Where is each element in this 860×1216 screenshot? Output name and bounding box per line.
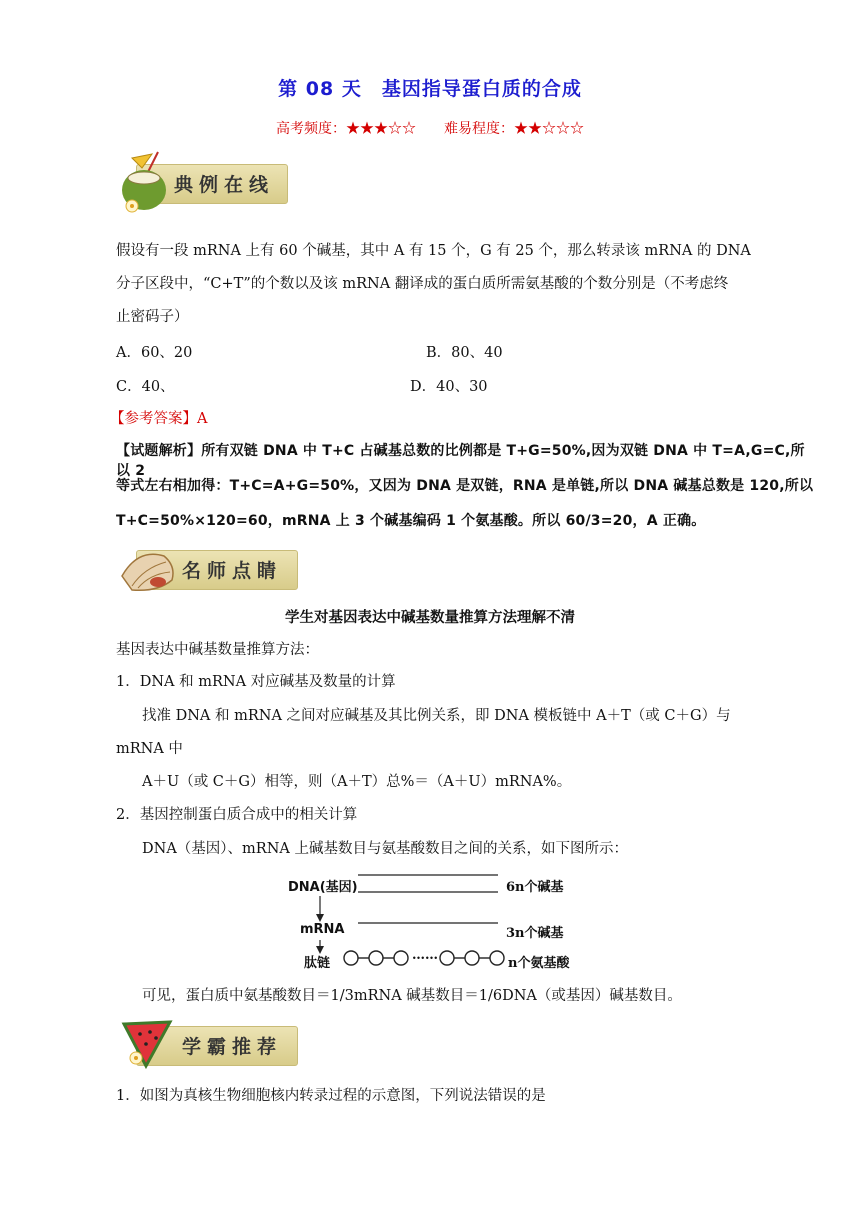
analysis-text-1: 所有双链 DNA 中 T+C 占碱基总数的比例都是 T+G=50%,因为双链 DNA 中 T=A,G=C,所以 2: [116, 443, 805, 479]
diagram-peptide-label: 肽链: [304, 956, 331, 971]
diagram-mrna-count: 3n个碱基: [506, 926, 564, 941]
analysis-line-2: 等式左右相加得：T+C=A+G=50%，又因为 DNA 是双链，RNA 是单链,所以 DNA 碱基总数是 120,所以: [116, 478, 814, 494]
question-line-2: 分子区段中，“C+T”的个数以及该 mRNA 翻译成的蛋白质所需氨基酸的个数分别是（不考虑终: [116, 276, 729, 292]
banner-label: 名师点睛: [182, 560, 283, 582]
diagram-dna-count: 6n个碱基: [506, 880, 564, 895]
analysis-line-1: [116, 440, 816, 480]
method-intro: 基因表达中碱基数量推算方法：: [116, 642, 319, 658]
answer-value: A: [197, 411, 208, 427]
method-point-2: 2．基因控制蛋白质合成中的相关计算: [116, 807, 358, 823]
page-title: 第 08 天 基因指导蛋白质的合成: [278, 78, 582, 100]
frequency-stars: ★★★☆☆: [346, 121, 416, 137]
banner-label: 学霸推荐: [182, 1036, 283, 1058]
question-line-1: 假设有一段 mRNA 上有 60 个碱基，其中 A 有 15 个，G 有 25 个，那么转录该 mRNA 的 DNA: [116, 243, 751, 259]
answer-label: 【参考答案】: [110, 411, 197, 427]
banner-label: 典例在线: [174, 174, 275, 196]
option-d: D．40、30: [410, 379, 488, 395]
question-line-3: 止密码子）: [116, 309, 189, 325]
method-point-1: 1．DNA 和 mRNA 对应碱基及数量的计算: [116, 674, 396, 690]
reference-answer: [110, 410, 207, 428]
diagram-ellipsis: ……: [412, 948, 438, 963]
option-b: B．80、40: [426, 345, 503, 361]
diagram-mrna-label: mRNA: [300, 922, 345, 937]
option-c: C．40、: [116, 379, 175, 395]
difficulty-label: 难易程度：: [444, 121, 514, 137]
coconut-drink-icon: [118, 150, 174, 216]
option-a: A．60、20: [116, 345, 193, 361]
watermelon-icon: [118, 1012, 176, 1072]
analysis-line-3: T+C=50%×120=60，mRNA 上 3 个碱基编码 1 个氨基酸。所以 60/3=20，A 正确。: [116, 513, 706, 529]
banner-teacher-tips: [118, 540, 308, 602]
diagram-dna-label: DNA(基因): [288, 880, 358, 895]
analysis-label: 【试题解析】: [116, 443, 202, 459]
method-point-1-formula: A＋U（或 C＋G）相等，则（A＋T）总%＝（A＋U）mRNA%。: [142, 774, 572, 790]
difficulty-stars: ★★☆☆☆: [514, 121, 584, 137]
frequency-difficulty-line: [0, 118, 860, 138]
diagram-amino-count: n个氨基酸: [508, 956, 570, 971]
banner-top-student-recommend: [118, 1012, 308, 1076]
base-ratio-diagram: [280, 868, 580, 978]
seashell-icon: [118, 546, 178, 596]
banner-example-online: [118, 150, 298, 222]
frequency-label: 高考频度：: [276, 121, 346, 137]
conclusion: 可见，蛋白质中氨基酸数目＝1/3mRNA 碱基数目＝1/6DNA（或基因）碱基数目。: [142, 988, 682, 1004]
method-point-1-text-cont: mRNA 中: [116, 741, 183, 757]
method-point-2-text: DNA（基因）、mRNA 上碱基数目与氨基酸数目之间的关系，如下图所示：: [142, 841, 628, 857]
method-point-1-text: 找准 DNA 和 mRNA 之间对应碱基及其比例关系，即 DNA 模板链中 A＋T（或 C＋G）与: [142, 708, 731, 724]
practice-question-1: 1．如图为真核生物细胞核内转录过程的示意图，下列说法错误的是: [116, 1088, 546, 1104]
section-subtitle: 学生对基因表达中碱基数量推算方法理解不清: [285, 610, 575, 626]
